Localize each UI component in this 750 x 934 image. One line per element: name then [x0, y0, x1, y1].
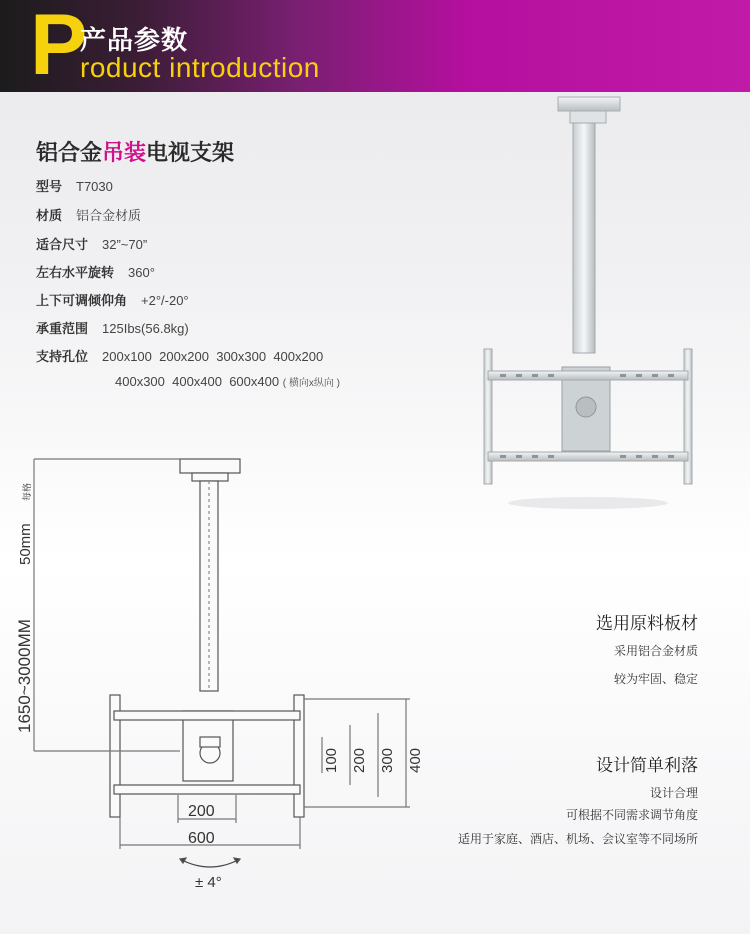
dim-200v-label: 200	[351, 747, 368, 773]
product-photo	[470, 95, 710, 515]
feature-title-design: 设计简单利落	[596, 756, 698, 775]
step-suffix-label: 每格	[22, 482, 32, 501]
product-title-highlight: 吊装	[102, 140, 147, 165]
rail-left	[484, 349, 492, 484]
dim-400-label: 400	[407, 747, 424, 773]
drawing-ceiling-bracket	[192, 473, 228, 481]
spec-value: 125Ibs(56.8kg)	[102, 321, 189, 336]
rail-right	[684, 349, 692, 484]
drawing-arm-bottom	[114, 785, 300, 794]
header-en-title: roduct introduction	[80, 52, 320, 83]
spec-material	[36, 205, 141, 224]
dim-600-label: 600	[188, 830, 215, 847]
spec-note: ( 横向x纵向 )	[282, 378, 340, 389]
ceiling-plate	[558, 97, 620, 111]
spec-value: 200x100 200x200 300x300 400x200	[102, 349, 324, 364]
height-range-label: 1650~3000MM	[15, 619, 34, 733]
feature-title-material: 选用原料板材	[596, 614, 698, 633]
spec-key: 支持孔位	[36, 349, 89, 364]
spec-holes	[36, 346, 323, 365]
pole	[573, 123, 595, 353]
spec-model	[36, 176, 113, 195]
spec-value: 铝合金材质	[76, 208, 142, 223]
spec-value: T7030	[76, 179, 113, 194]
ceiling-bracket	[570, 111, 606, 123]
spec-value: 400x300 400x400 600x400	[115, 374, 280, 389]
spec-key: 承重范围	[36, 321, 89, 336]
drawing-arm-top	[114, 711, 300, 720]
step-label: 50mm	[17, 523, 34, 565]
header-banner	[0, 0, 750, 92]
header-big-letter: P	[30, 0, 88, 92]
spec-tilt	[36, 290, 189, 309]
feature-line: 较为牢固、稳定	[613, 672, 698, 686]
product-title	[36, 136, 234, 167]
feature-line: 适用于家庭、酒店、机场、会议室等不同场所	[457, 832, 698, 846]
dim-200-label: 200	[188, 803, 215, 820]
spec-key: 材质	[36, 208, 63, 223]
spec-value: 360°	[128, 265, 155, 280]
spec-key: 上下可调倾仰角	[36, 293, 128, 308]
spec-load	[36, 318, 189, 337]
tilt-label: ± 4°	[195, 874, 222, 891]
feature-line: 设计合理	[649, 786, 698, 800]
spec-size	[36, 234, 147, 253]
header-cn-title: 产品参数	[80, 25, 189, 55]
product-title-pre: 铝合金	[36, 140, 103, 165]
spec-value: 32”~70”	[102, 237, 148, 252]
spec-key: 适合尺寸	[36, 237, 89, 252]
spec-key: 型号	[36, 179, 63, 194]
feature-line: 采用铝合金材质	[613, 644, 698, 658]
product-title-post: 电视支架	[146, 140, 235, 165]
dimension-drawing	[10, 455, 430, 895]
spec-holes-cont	[115, 374, 340, 389]
spec-rotation	[36, 262, 155, 281]
dim-300-label: 300	[379, 747, 396, 773]
spec-key: 左右水平旋转	[36, 265, 115, 280]
drawing-ceiling-plate	[180, 459, 240, 473]
spec-value: +2°/-20°	[141, 293, 189, 308]
mount-knob	[576, 397, 596, 417]
feature-line: 可根据不同需求调节角度	[565, 808, 698, 822]
dim-100-label: 100	[323, 747, 340, 773]
